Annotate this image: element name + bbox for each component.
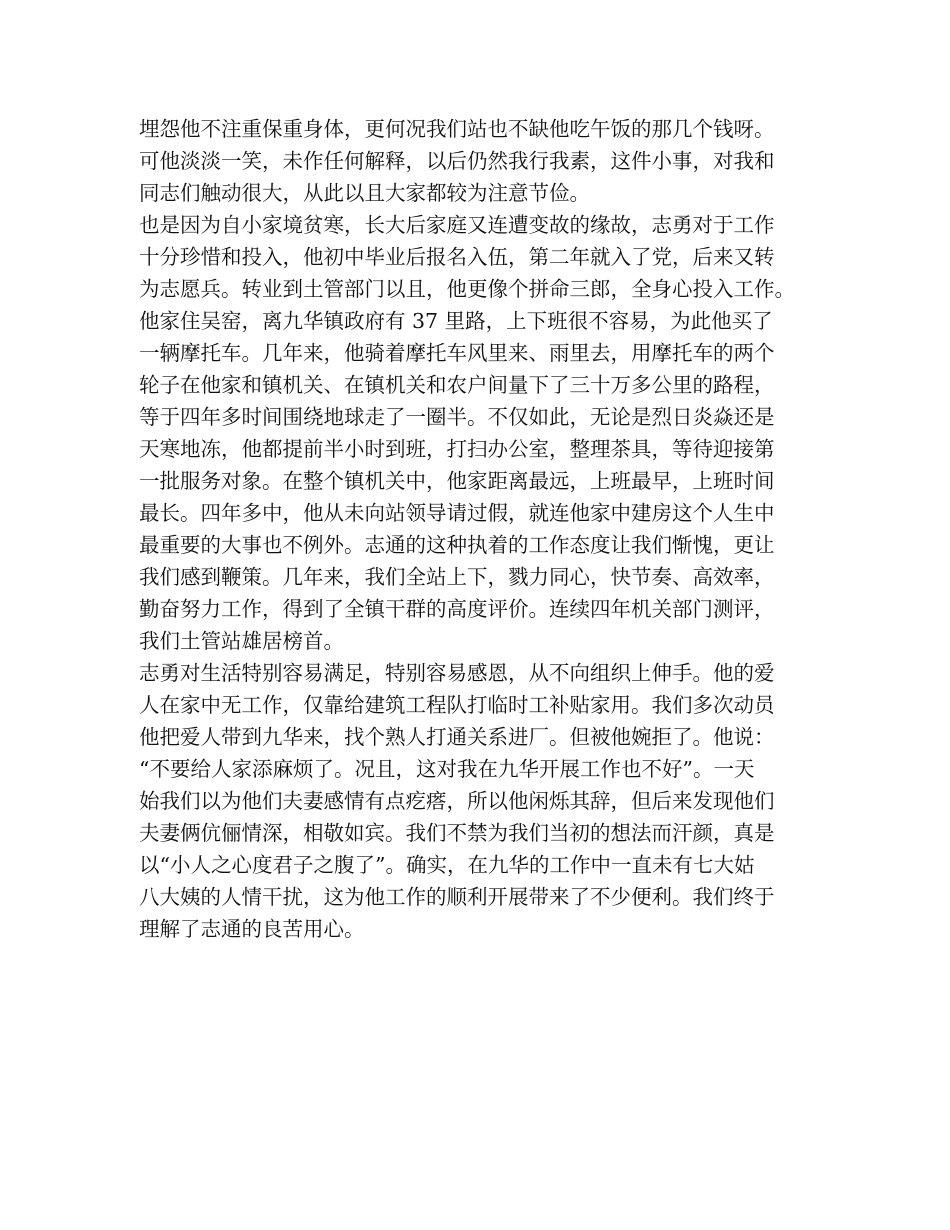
text-line: 我们土管站雄居榜首。 xyxy=(139,629,344,653)
text-line: 为志愿兵。转业到土管部门以且，他更像个拼命三郎，全身心投入工作。 xyxy=(139,277,795,301)
text-line: 夫妻俩伉俪情深，相敬如宾。我们不禁为我们当初的想法而汗颜，真是 xyxy=(139,821,775,845)
text-line: 人在家中无工作，仅靠给建筑工程队打临时工补贴家用。我们多次动员 xyxy=(139,693,775,717)
text-line: 理解了志通的良苦用心。 xyxy=(139,917,365,941)
text-line: 也是因为自小家境贫寒，长大后家庭又连遭变故的缘故，志勇对于工作 xyxy=(139,213,775,237)
text-line: 志勇对生活特别容易满足，特别容易感恩，从不向组织上伸手。他的爱 xyxy=(139,661,775,685)
text-line: 以“小人之心度君子之腹了”。确实，在九华的工作中一直未有七大姑 xyxy=(139,853,755,877)
text-line: 始我们以为他们夫妻感情有点疙瘩，所以他闲烁其辞，但后来发现他们 xyxy=(139,789,775,813)
body-text xyxy=(139,113,839,945)
text-line: 等于四年多时间围绕地球走了一圈半。不仅如此，无论是烈日炎焱还是 xyxy=(139,405,775,429)
text-line: 一批服务对象。在整个镇机关中，他家距离最远，上班最早，上班时间 xyxy=(139,469,775,493)
text-line: 他把爱人带到九华来，找个熟人打通关系进厂。但被他婉拒了。他说： xyxy=(139,725,775,749)
text-line: “不要给人家添麻烦了。况且，这对我在九华开展工作也不好”。一天 xyxy=(139,757,755,781)
text-line: 十分珍惜和投入，他初中毕业后报名入伍，第二年就入了党，后来又转 xyxy=(139,245,775,269)
text-line: 可他淡淡一笑，未作任何解释，以后仍然我行我素，这件小事，对我和 xyxy=(139,149,775,173)
text-line: 勤奋努力工作，得到了全镇干群的高度评价。连续四年机关部门测评， xyxy=(139,597,775,621)
text-line: 天寒地冻，他都提前半小时到班，打扫办公室，整理茶具，等待迎接第 xyxy=(139,437,775,461)
text-line: 我们感到鞭策。几年来，我们全站上下，戮力同心，快节奏、高效率， xyxy=(139,565,775,589)
text-line: 同志们触动很大，从此以且大家都较为注意节俭。 xyxy=(139,181,590,205)
text-line: 埋怨他不注重保重身体，更何况我们站也不缺他吃午饭的那几个钱呀。 xyxy=(139,117,775,141)
text-line: 最长。四年多中，他从未向站领导请过假，就连他家中建房这个人生中 xyxy=(139,501,775,525)
text-line: 八大姨的人情干扰，这为他工作的顺利开展带来了不少便利。我们终于 xyxy=(139,885,775,909)
text-line: 最重要的大事也不例外。志通的这种执着的工作态度让我们惭愧，更让 xyxy=(139,533,775,557)
text-line: 轮子在他家和镇机关、在镇机关和农户间量下了三十万多公里的路程， xyxy=(139,373,775,397)
text-line: 一辆摩托车。几年来，他骑着摩托车风里来、雨里去，用摩托车的两个 xyxy=(139,341,775,365)
text-line: 他家住吴窑，离九华镇政府有 37 里路，上下班很不容易，为此他买了 xyxy=(139,309,773,333)
